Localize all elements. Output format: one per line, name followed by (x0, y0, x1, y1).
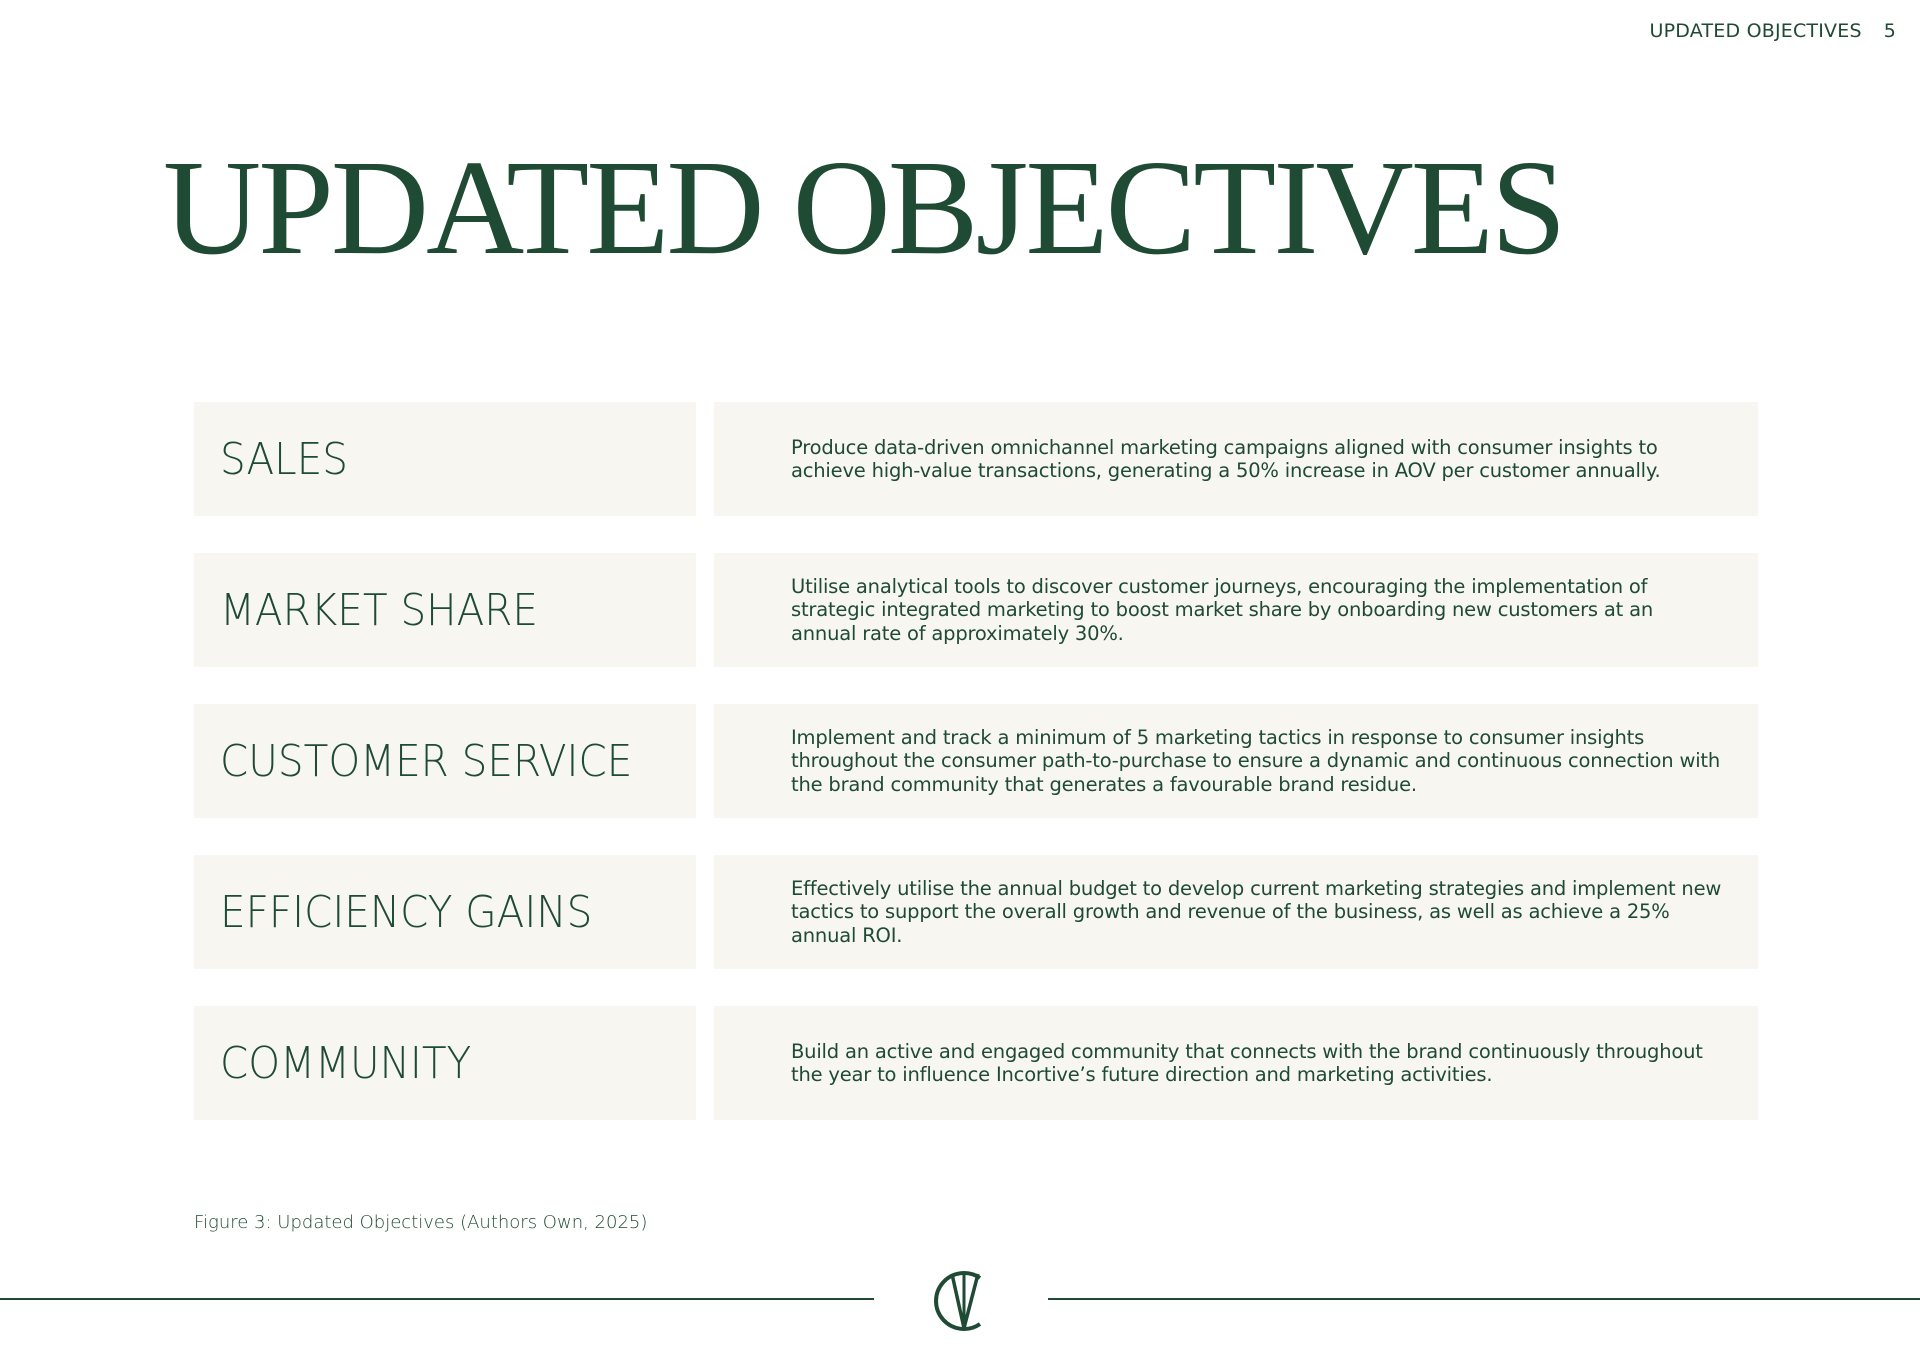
footer-divider-right (1048, 1298, 1920, 1300)
objective-label: COMMUNITY (220, 1037, 472, 1089)
objective-label-box (194, 855, 696, 969)
objective-row-efficiency-gains (194, 855, 1758, 969)
objective-label: CUSTOMER SERVICE (220, 735, 633, 787)
objective-description-box (714, 1006, 1758, 1120)
objective-label: EFFICIENCY GAINS (220, 886, 593, 938)
objective-description-box (714, 855, 1758, 969)
objective-description: Produce data-driven omnichannel marketing campaigns aligned with consumer insights to achieve high-value transactions, generating a 50% increase in AOV per customer annually. (791, 435, 1661, 482)
running-header-title: UPDATED OBJECTIVES (1649, 20, 1862, 42)
objective-row-market-share (194, 553, 1758, 667)
objective-description-box (714, 704, 1758, 818)
objective-description: Utilise analytical tools to discover customer journeys, encouraging the implementation of strategic integrated marketing to boost market share by onboarding new customers at an annual rate of approximately 30%. (791, 574, 1653, 645)
objective-row-sales (194, 402, 1758, 516)
objective-label-box (194, 704, 696, 818)
page-title: UPDATED OBJECTIVES (163, 133, 1564, 283)
running-header (1650, 20, 1897, 42)
objective-label: MARKET SHARE (220, 584, 538, 636)
objectives-table (194, 402, 1758, 1157)
objective-row-customer-service (194, 704, 1758, 818)
objective-description: Implement and track a minimum of 5 marketing tactics in response to consumer insights throughout the consumer path-to-purchase to ensure a dynamic and continuous connection with the brand community that generates a favourable brand residue. (791, 725, 1721, 796)
footer-divider-left (0, 1298, 874, 1300)
cv-monogram-logo (924, 1266, 996, 1336)
objective-label-box (194, 1006, 696, 1120)
objective-label: SALES (220, 433, 348, 485)
objective-label-box (194, 553, 696, 667)
objective-description-box (714, 553, 1758, 667)
objective-description: Effectively utilise the annual budget to develop current marketing strategies and implement new tactics to support the overall growth and revenue of the business, as well as achieve a 25% annual ROI. (791, 876, 1722, 947)
objective-row-community (194, 1006, 1758, 1120)
objective-description: Build an active and engaged community that connects with the brand continuously throughout the year to influence Incortive’s future direction and marketing activities. (791, 1039, 1703, 1086)
page-number: 5 (1883, 20, 1896, 42)
objective-label-box (194, 402, 696, 516)
objective-description-box (714, 402, 1758, 516)
figure-caption: Figure 3: Updated Objectives (Authors Own, 2025) (194, 1212, 648, 1233)
